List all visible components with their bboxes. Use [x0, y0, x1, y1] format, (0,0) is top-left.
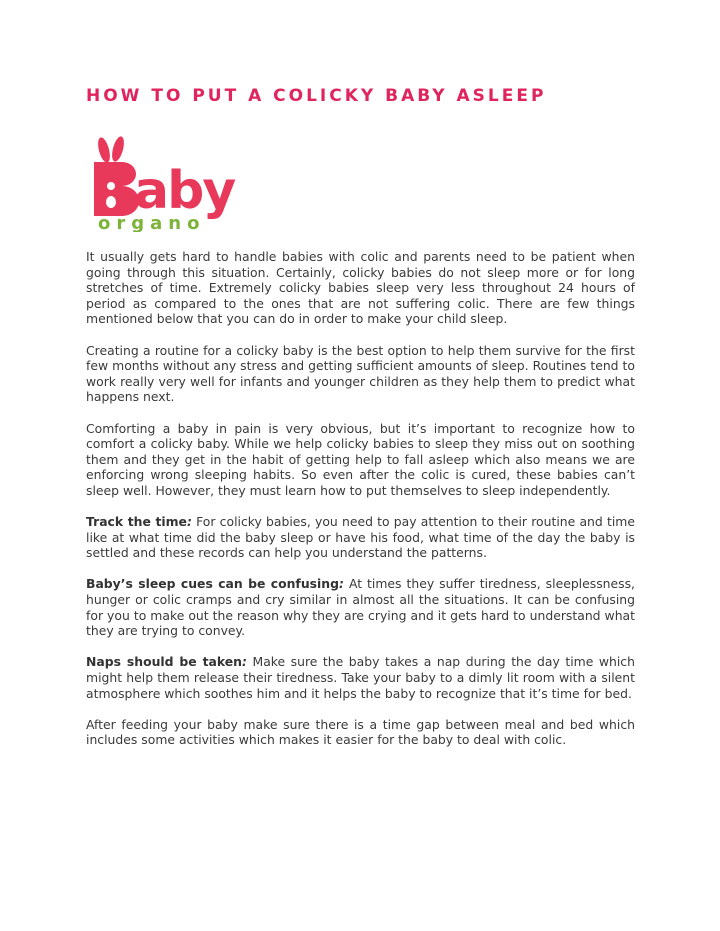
paragraph-track-time	[86, 514, 635, 561]
paragraph-heading: Baby’s sleep cues can be confusing	[86, 576, 339, 592]
paragraph-heading: Track the time	[86, 514, 187, 530]
logo-subtext: organo	[98, 213, 206, 232]
paragraph-text: At times they suffer tiredness, sleeplessness, hunger or colic cramps and cry similar in almost all the situations. It can be confusing for you to make out the reason why they are crying and it gets hard to understand what they are trying to convey.	[86, 576, 635, 639]
heading-colon: :	[186, 514, 192, 530]
paragraph-text: Make sure the baby takes a nap during the day time which might help them release their tiredness. Take your baby to a dimly lit room with a silent atmosphere which soothes him and it helps the baby to recognize that it’s time for bed.	[86, 654, 635, 701]
heading-colon: :	[338, 576, 344, 592]
paragraph-7	[86, 717, 635, 748]
paragraph-naps	[86, 654, 635, 701]
paragraph-text: Comforting a baby in pain is very obvious, but it’s important to recognize how to comfort a colicky baby. While we help colicky babies to sleep they miss out on soothing them and they get in the habit of getting help to fall asleep which also means we are enforcing wrong sleeping habits. So even after the colic is cured, these babies can’t sleep well. However, they must learn how to put themselves to sleep independently.	[86, 420, 635, 498]
paragraph-sleep-cues	[86, 576, 635, 638]
paragraph-heading: Naps should be taken	[86, 654, 242, 670]
paragraph-text: Creating a routine for a colicky baby is the best option to help them survive for the first few months without any stress and getting sufficient amounts of sleep. Routines tend to work really very well for infants and younger children as they help them to predict what happens next.	[86, 342, 635, 405]
heading-colon: :	[242, 654, 247, 670]
page-title: HOW TO PUT A COLICKY BABY ASLEEP	[86, 86, 547, 106]
logo-wordmark-text: aby	[134, 161, 235, 221]
paragraph-text: After feeding your baby make sure there is a time gap between meal and bed which includes some activities which makes it easier for the baby to deal with colic.	[86, 716, 635, 748]
baby-organo-logo	[90, 132, 270, 232]
paragraph-2	[86, 343, 635, 405]
paragraph-text: For colicky babies, you need to pay attention to their routine and time like at what time did the baby sleep or have his food, what time of the day the baby is settled and these records can help you understand the patterns.	[86, 514, 635, 561]
paragraph-text: It usually gets hard to handle babies with colic and parents need to be patient when going through this situation. Certainly, colicky babies do not sleep more or for long stretches of time. Extremely colicky babies sleep very less throughout 24 hours of period as compared to the ones that are not suffering colic. There are few things mentioned below that you can do in order to make your child sleep.	[86, 249, 635, 327]
paragraph-3	[86, 421, 635, 499]
paragraph-1	[86, 249, 635, 327]
article-body	[86, 249, 635, 764]
